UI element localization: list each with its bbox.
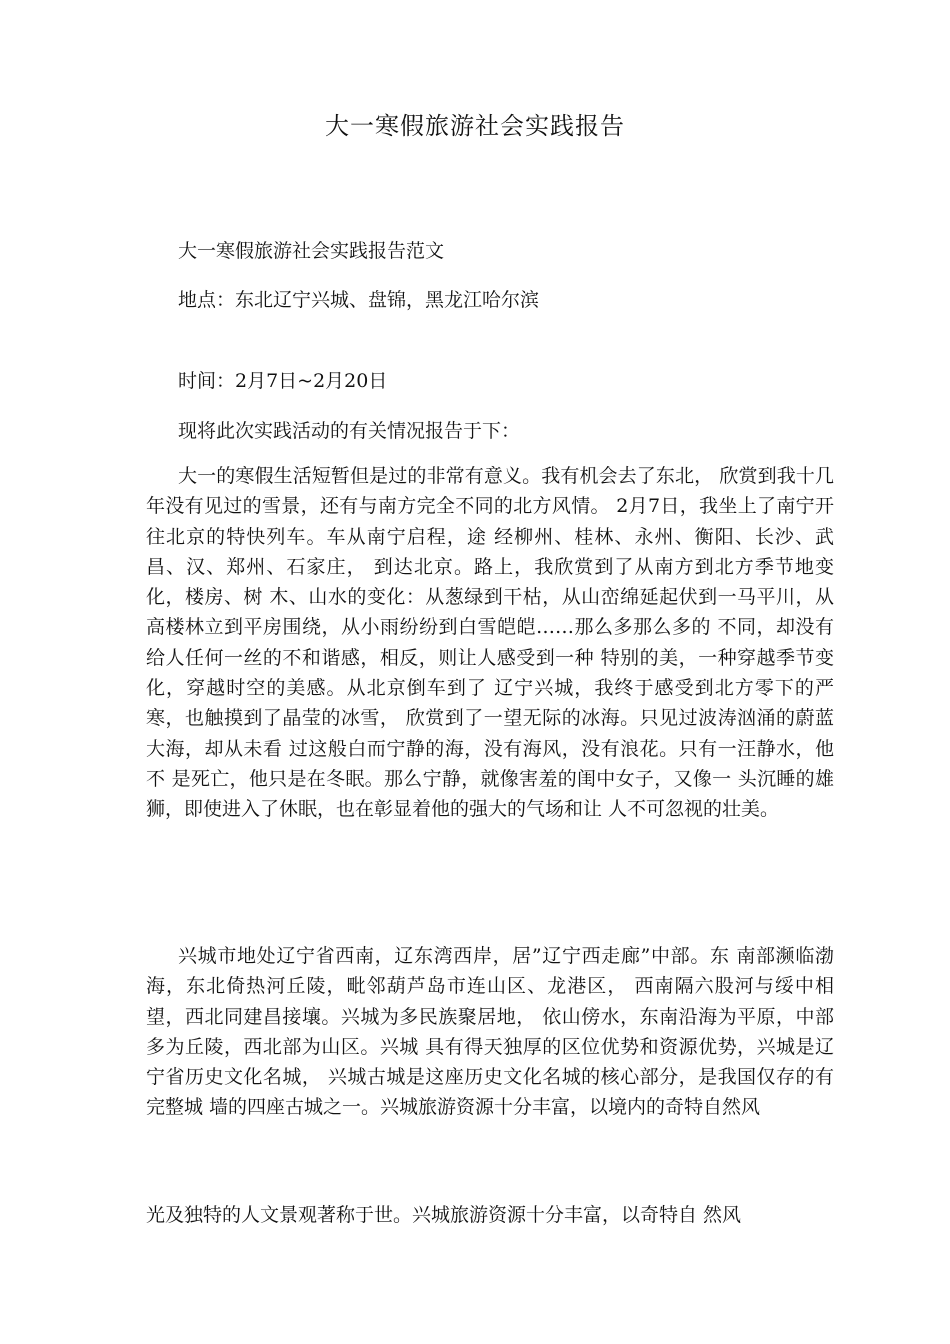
intro-line: 现将此次实践活动的有关情况报告于下： [178, 420, 521, 442]
location-line: 地点：东北辽宁兴城、盘锦，黑龙江哈尔滨 [178, 289, 540, 311]
document-title: 大一寒假旅游社会实践报告 [325, 112, 625, 140]
paragraph-continued: 光及独特的人文景观著称于世。兴城旅游资源十分丰富，以奇特自 然风 [146, 1204, 742, 1226]
paragraph-xingcheng: 兴城市地处辽宁省西南，辽东湾西岸，居”辽宁西走廊”中部。东 南部濒临渤海，东北倚热河丘陵，毗邻葫芦岛市连山区、龙港区， 西南隔六股河与绥中相望，西北同建昌接壤。兴城为多民族聚居地， 依山傍水，东南沿海为平原，中部多为丘陵，西北部为山区。兴城 具有得天独厚的区位优势和资源优势，兴城是辽宁省历史文化名城， 兴城古城是这座历史文化名城的核心部分，是我国仅存的有完整城 墙的四座古城之一。兴城旅游资源十分丰富，以境内的奇特自然风 [146, 945, 834, 1119]
paragraph-travel: 大一的寒假生活短暂但是过的非常有意义。我有机会去了东北， 欣赏到我十几年没有见过的雪景，还有与南方完全不同的北方风情。 2月7日，我坐上了南宁开往北京的特快列车。车从南宁启程，途 经柳州、桂林、永州、衡阳、长沙、武昌、汉、郑州、石家庄， 到达北京。路上，我欣赏到了从南方到北方季节地变化，楼房、树 木、山水的变化：从葱绿到干枯，从山峦绵延起伏到一马平川，从 高楼林立到平房围绕，从小雨纷纷到白雪皑皑……那么多那么多的 不同，却没有给人任何一丝的不和谐感，相反，则让人感受到一种 特别的美，一种穿越季节变化，穿越时空的美感。从北京倒车到了 辽宁兴城，我终于感受到北方零下的严寒，也触摸到了晶莹的冰雪， 欣赏到了一望无际的冰海。只见过波涛汹涌的蔚蓝大海，却从未看 过这般白而宁静的海，没有海风，没有浪花。只有一汪静水，他不 是死亡，他只是在冬眠。那么宁静，就像害羞的闺中女子，又像一 头沉睡的雄狮，即使进入了休眠，也在彰显着他的强大的气场和让 人不可忽视的壮美。 [146, 465, 834, 821]
document-subtitle: 大一寒假旅游社会实践报告范文 [178, 240, 445, 262]
time-line: 时间：2月7日~2月20日 [178, 370, 388, 392]
